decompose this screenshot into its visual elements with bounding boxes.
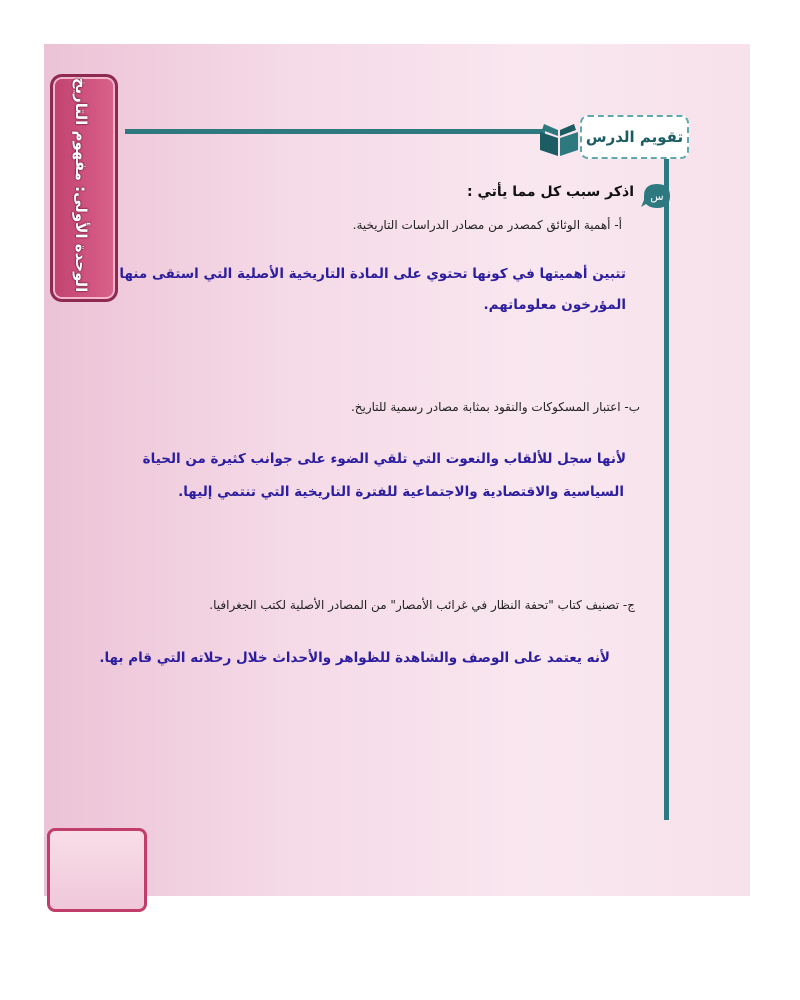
question-a-answer-line-2: المؤرخون معلوماتهم. xyxy=(483,297,626,313)
question-b-prompt: ب- اعتبار المسكوكات والنقود بمثابة مصادر رسمية للتاريخ. xyxy=(350,400,640,414)
question-c-prompt: ج- تصنيف كتاب "تحفة النظار في غرائب الأمصار" من المصادر الأصلية لكتب الجغرافيا. xyxy=(209,598,635,612)
book-icon xyxy=(536,118,582,158)
lesson-review-title: تقويم الدرس xyxy=(580,115,689,159)
question-a-prompt: أ- أهمية الوثائق كمصدر من مصادر الدراسات التاريخية. xyxy=(352,218,622,232)
header-rule xyxy=(125,129,545,134)
question-a-answer-line-1: تتبين أهميتها في كونها تحتوي على المادة التاريخية الأصلية التي استقى منها xyxy=(119,266,626,282)
unit-title: الوحدة الأولى: مفهوم التاريخ xyxy=(72,77,90,293)
question-b-answer-line-1: لأنها سجل للألقاب والنعوت التي تلقي الضوء على جوانب كثيرة من الحياة xyxy=(142,451,626,467)
question-c-answer-line-1: لأنه يعتمد على الوصف والشاهدة للظواهر والأحداث خلال رحلاته التي قام بها. xyxy=(99,650,610,666)
question-badge-label: س xyxy=(650,190,664,203)
question-b-answer-line-2: السياسية والاقتصادية والاجتماعية للفترة التاريخية التي تنتمي إليها. xyxy=(178,484,624,500)
question-intro: اذكر سبب كل مما يأتي : xyxy=(467,184,634,200)
page-background xyxy=(44,44,750,896)
question-badge-icon xyxy=(640,182,674,210)
margin-rule xyxy=(664,134,669,820)
page-number-box xyxy=(47,828,147,912)
